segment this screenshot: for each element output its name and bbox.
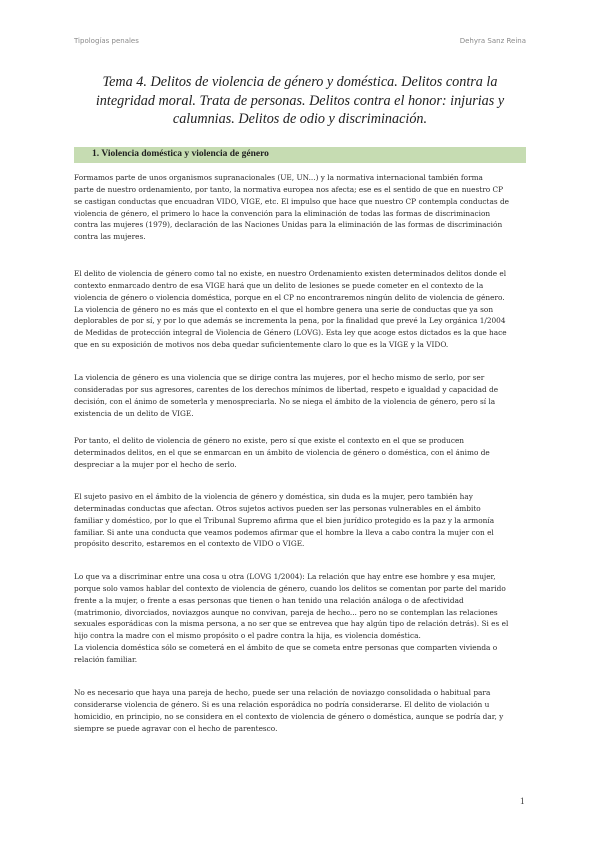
paragraph-line: determinados delitos, en el que se enmarcan en un ámbito de violencia de género o doméstica, con el ánimo de xyxy=(74,447,490,457)
paragraph xyxy=(74,172,526,243)
paragraph-line: que en su exposición de motivos nos deba quedar suficientemente claro lo que es la VIGE y la VIDO. xyxy=(74,340,449,350)
paragraph-line: violencia de género o violencia doméstica, porque en el CP no encontraremos ningún delito de violencia de género. xyxy=(74,292,505,302)
paragraph-line: La violencia de género es una violencia que se dirige contra las mujeres, por el hecho mismo de serlo, por ser xyxy=(74,373,485,382)
paragraph-line: determinadas conductas que afectan. Otros sujetos activos pueden ser las personas vulnerables en el ámbito xyxy=(74,503,481,513)
section-heading: 1. Violencia doméstica y violencia de género xyxy=(92,149,269,159)
paragraph-line: La violencia de género no es más que el contexto en el que el hombre genera una serie de conductas que ya son xyxy=(74,304,494,314)
paragraph xyxy=(74,372,526,419)
paragraph-line: hijo contra la madre con el mismo propósito o el padre contra la hija, es violencia doméstica. xyxy=(74,631,421,641)
paragraph-line: decisión, con el ánimo de someterla y menospreciarla. No se niega el ámbito de la violencia de género, pero sí la xyxy=(74,396,496,406)
paragraph-line: porque solo vamos hablar del contexto de violencia de género, cuando los delitos se comentan por parte del marido xyxy=(74,583,506,593)
paragraph-line: (matrimonio, divorciados, noviazgos aunque no convivan, pareja de hecho... pero no se contemplan las relaciones xyxy=(74,607,498,617)
paragraph-line: se castigan conductas que encuadran VIDO, VIGE, etc. El impulso que hace que nuestro CP contempla conductas de xyxy=(74,196,510,206)
page-header xyxy=(74,37,526,49)
paragraph-line: El sujeto pasivo en el ámbito de la violencia de género y doméstica, sin duda es la mujer, pero también hay xyxy=(74,492,473,501)
paragraph-line: homicidio, en principio, no se considera en el contexto de violencia de género o doméstica, aunque se podría dar, y xyxy=(74,711,504,721)
paragraph-line: propósito descrito, estaremos en el contexto de VIDO o VIGE. xyxy=(74,539,305,549)
paragraph xyxy=(74,435,526,471)
title-line: integridad moral. Trata de personas. Delitos contra el honor: injurias y xyxy=(95,92,505,109)
section-heading-bar xyxy=(74,147,526,163)
paragraph-line: consideradas por sus agresores, carentes de los derechos mínimos de libertad, respeto e igualdad y capacidad de xyxy=(74,384,499,394)
header-author: Dehyra Sanz Reina xyxy=(459,37,526,45)
paragraph-line: considerarse violencia de género. Si es una relación esporádica no podría considerarse. El delito de violación u xyxy=(74,699,490,709)
paragraph-line: familiar. Si ante una conducta que veamos podemos afirmar que el hombre la lleva a cabo contra la mujer con el xyxy=(74,527,494,537)
paragraph-line: Formamos parte de unos organismos supranacionales (UE, UN...) y la normativa internacional también forma xyxy=(74,173,483,182)
paragraph-line: La violencia doméstica sólo se cometerá en el ámbito de que se cometa entre personas que comparten vivienda o xyxy=(74,643,498,653)
paragraph-line: existencia de un delito de VIGE. xyxy=(74,408,194,418)
paragraph-line: sexuales esporádicas con la misma persona, a no ser que se entrevea que hay algún tipo de relación detrás). Si es el xyxy=(74,619,509,629)
paragraph-line: parte de nuestro ordenamiento, por tanto, la normativa europea nos afecta; ese es el sentido de que en nuestro CP xyxy=(74,184,504,194)
paragraph-line: de Medidas de protección integral de Violencia de Género (LOVG). Esta ley que acoge estos dictados es la que hace xyxy=(74,328,507,338)
paragraph-line: contexto enmarcado dentro de esa VIGE hará que un delito de lesiones se puede cometer en el contexto de la xyxy=(74,280,484,290)
paragraph xyxy=(74,491,526,550)
paragraph-line: deplorables de por sí, y por lo que además se incrementa la pena, por la finalidad que prevé la Ley orgánica 1/2004 xyxy=(74,316,506,326)
paragraph xyxy=(74,268,526,351)
paragraph-line: El delito de violencia de género como tal no existe, en nuestro Ordenamiento existen determinados delitos donde el xyxy=(74,269,507,278)
header-course-title: Tipologías penales xyxy=(74,37,139,45)
paragraph xyxy=(74,687,526,734)
title-line: calumnias. Delitos de odio y discriminación. xyxy=(172,111,428,128)
paragraph-line: contra las mujeres (1979), declaración de las Naciones Unidas para la eliminación de las formas de discriminación xyxy=(74,220,503,230)
title-line: Tema 4. Delitos de violencia de género y doméstica. Delitos contra la xyxy=(102,74,498,90)
paragraph-line: Lo que va a discriminar entre una cosa u otra (LOVG 1/2004): La relación que hay entre ese hombre y esa mujer, xyxy=(74,572,496,581)
paragraph-line: frente a la mujer, o frente a esas personas que tienen o han tenido una relación análoga o de afectividad xyxy=(74,595,464,605)
paragraph-line: Por tanto, el delito de violencia de género no existe, pero sí que existe el contexto en el que se producen xyxy=(74,436,465,445)
page-number: 1 xyxy=(520,796,525,806)
paragraph xyxy=(74,571,526,666)
paragraph-line: contra las mujeres. xyxy=(74,232,146,242)
paragraph-line: violencia de género, el primero lo hace la convención para la eliminación de todas las formas de discriminacion xyxy=(74,208,491,218)
paragraph-line: relación familiar. xyxy=(74,654,138,664)
paragraph-line: despreciar a la mujer por el hecho de serlo. xyxy=(74,459,237,469)
paragraph-line: No es necesario que haya una pareja de hecho, puede ser una relación de noviazgo consolidada o habitual para xyxy=(74,688,491,697)
paragraph-line: siempre se puede agravar con el hecho de parentesco. xyxy=(74,723,278,733)
document-title xyxy=(80,73,520,129)
paragraph-line: familiar y doméstico, por lo que el Tribunal Supremo afirma que el bien jurídico protegido es la paz y la armonía xyxy=(74,515,495,525)
